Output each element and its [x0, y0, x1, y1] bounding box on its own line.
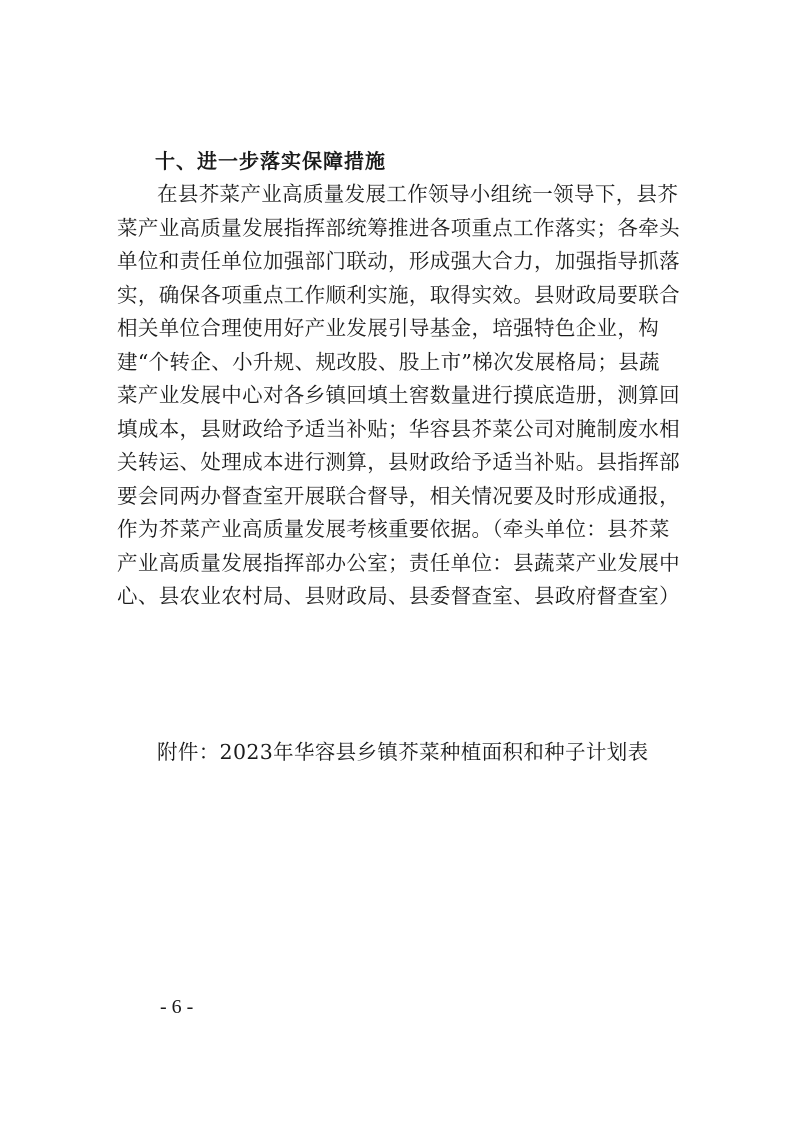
- paragraph-line: 产业高质量发展指挥部办公室；责任单位：县蔬菜产业发展中: [117, 550, 680, 575]
- paragraph-line: 作为芥菜产业高质量发展考核重要依据。（牵头单位：县芥菜: [117, 517, 670, 541]
- attachment-note: 附件：2023年华容县乡镇芥菜种植面积和种子计划表: [157, 740, 649, 764]
- page-number: - 6 -: [160, 996, 194, 1018]
- paragraph-line: 相关单位合理使用好产业发展引导基金，培强特色企业，构: [117, 316, 660, 340]
- paragraph-line: 实，确保各项重点工作顺利实施，取得实效。县财政局要联合: [117, 282, 680, 307]
- section-paragraph: [117, 178, 680, 614]
- paragraph-line: 菜产业发展中心对各乡镇回填土窖数量进行摸底造册，测算回: [117, 383, 680, 407]
- section-heading: 十、进一步落实保障措施: [155, 149, 386, 173]
- paragraph-line: 在县芥菜产业高质量发展工作领导小组统一领导下，县芥: [157, 182, 679, 206]
- paragraph-line: 建“个转企、小升规、规改股、股上市”梯次发展格局；县蔬: [117, 349, 660, 374]
- paragraph-line: 关转运、处理成本进行测算，县财政给予适当补贴。县指挥部: [117, 450, 680, 474]
- paragraph-line: 心、县农业农村局、县财政局、县委督查室、县政府督查室）: [117, 584, 680, 608]
- paragraph-line: 要会同两办督查室开展联合督导，相关情况要及时形成通报，: [117, 483, 680, 508]
- paragraph-line: 填成本，县财政给予适当补贴；华容县芥菜公司对腌制废水相: [117, 416, 680, 441]
- paragraph-line: 单位和责任单位加强部门联动，形成强大合力，加强指导抓落: [117, 249, 680, 273]
- paragraph-line: 菜产业高质量发展指挥部统筹推进各项重点工作落实；各牵头: [117, 215, 680, 240]
